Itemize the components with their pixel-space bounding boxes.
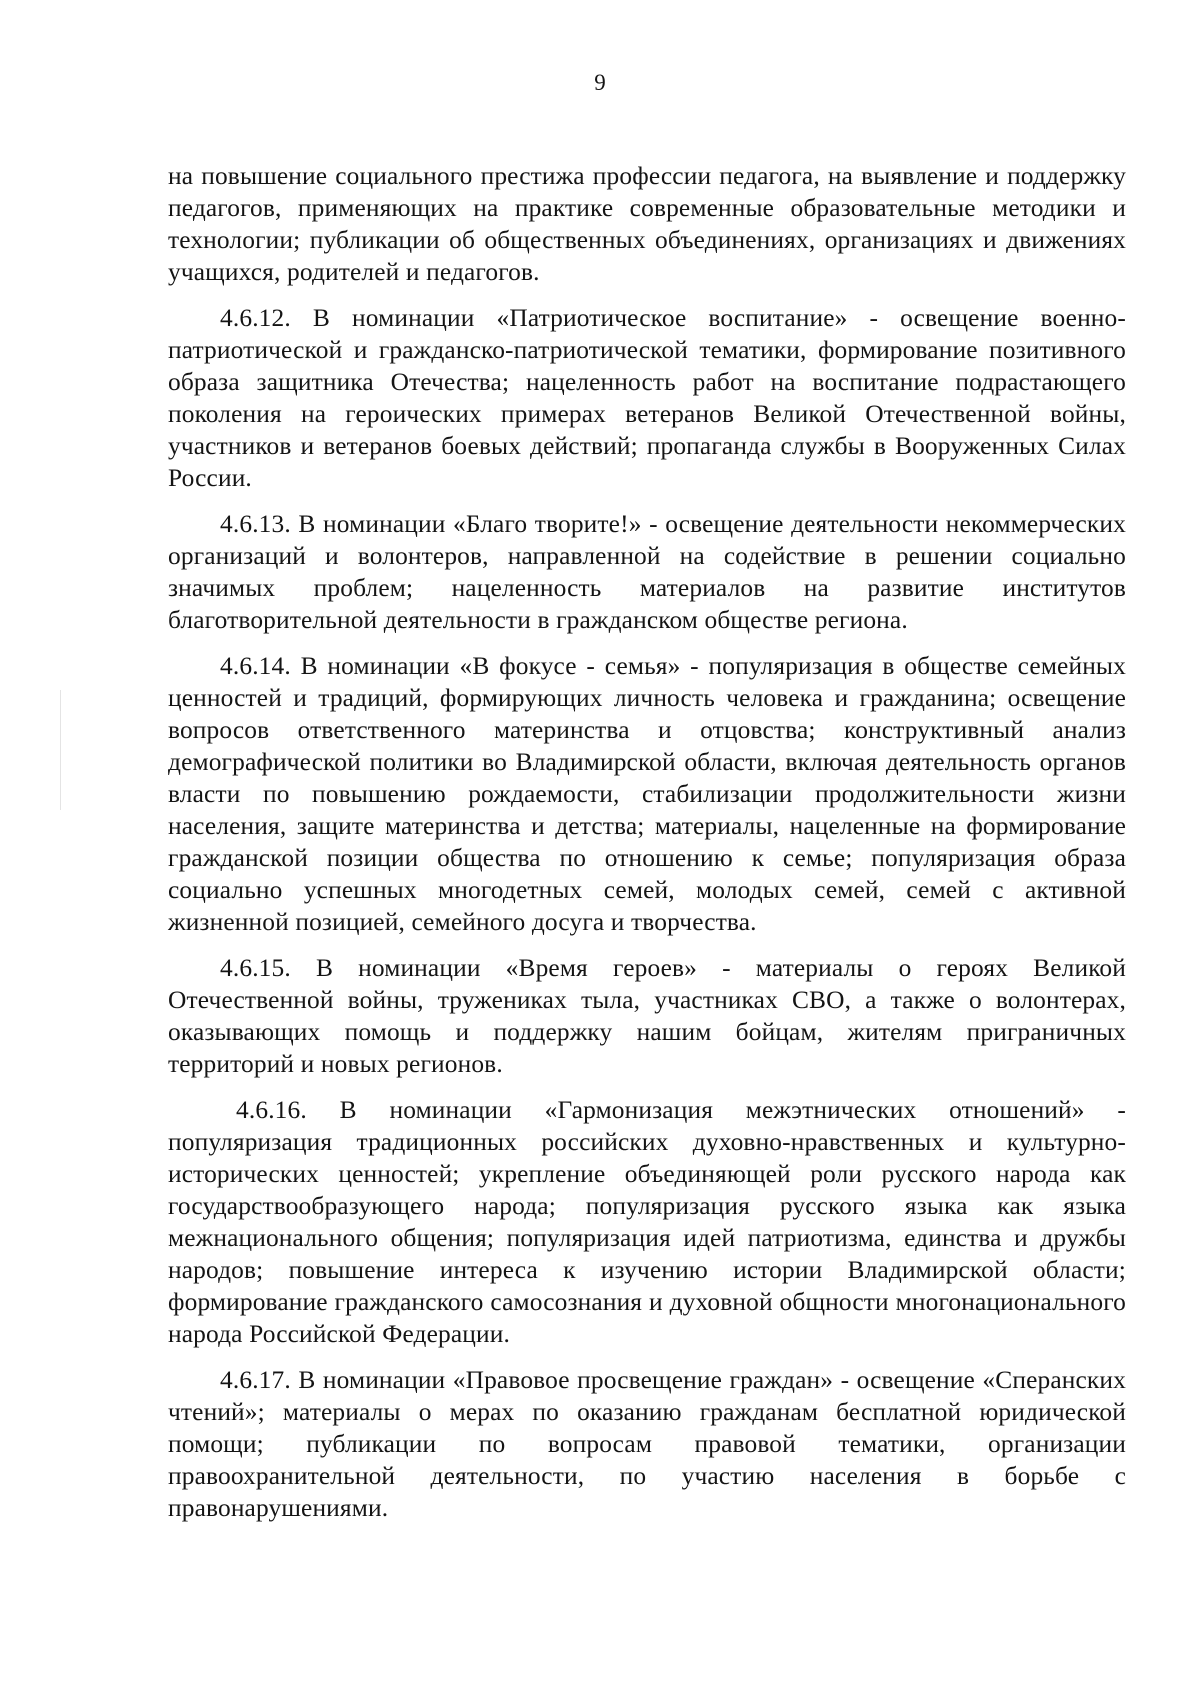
paragraph-4-6-12: 4.6.12. В номинации «Патриотическое воспитание» - освещение военно-патриотической и гражданско-патриотической тематики, формирование позитивного образа защитника Отечества; нацеленность работ на воспитание подрастающего поколения на героических примерах ветеранов Великой Отечественной войны, участников и ветеранов боевых действий; пропаганда службы в Вооруженных Силах России.: [168, 304, 1126, 492]
paragraph-4-6-14: 4.6.14. В номинации «В фокусе - семья» - популяризация в обществе семейных ценностей и традиций, формирующих личность человека и гражданина; освещение вопросов ответственного материнства и отцовства; конструктивный анализ демографической политики во Владимирской области, включая деятельность органов власти по повышению рождаемости, стабилизации продолжительности жизни населения, защите материнства и детства; материалы, нацеленные на формирование гражданской позиции общества по отношению к семье; популяризация образа социально успешных многодетных семей, молодых семей, семей с активной жизненной позицией, семейного досуга и творчества.: [168, 652, 1126, 936]
paragraph-4-6-13: 4.6.13. В номинации «Благо творите!» - освещение деятельности некоммерческих организаций и волонтеров, направленной на содействие в решении социально значимых проблем; нацеленность материалов на развитие институтов благотворительной деятельности в гражданском обществе региона.: [168, 510, 1126, 634]
scan-margin-mark: [60, 690, 61, 810]
page-number: 9: [594, 70, 606, 95]
paragraph-continuation: на повышение социального престижа профессии педагога, на выявление и поддержку педагогов, применяющих на практике современные образовательные методики и технологии; публикации об общественных объединениях, организациях и движениях учащихся, родителей и педагогов.: [168, 162, 1126, 286]
paragraph-4-6-16: 4.6.16. В номинации «Гармонизация межэтнических отношений» - популяризация традиционных российских духовно-нравственных и культурно-исторических ценностей; укрепление объединяющей роли русского народа как государствообразующего народа; популяризация русского языка как языка межнационального общения; популяризация идей патриотизма, единства и дружбы народов; повышение интереса к изучению истории Владимирской области; формирование гражданского самосознания и духовной общности многонационального народа Российской Федерации.: [168, 1096, 1126, 1348]
paragraph-4-6-15: 4.6.15. В номинации «Время героев» - материалы о героях Великой Отечественной войны, тружениках тыла, участниках СВО, а также о волонтерах, оказывающих помощь и поддержку нашим бойцам, жителям приграничных территорий и новых регионов.: [168, 954, 1126, 1078]
paragraph-4-6-17: 4.6.17. В номинации «Правовое просвещение граждан» - освещение «Сперанских чтений»; материалы о мерах по оказанию гражданам бесплатной юридической помощи; публикации по вопросам правовой тематики, организации правоохранительной деятельности, по участию населения в борьбе с правонарушениями.: [168, 1366, 1126, 1522]
document-body: [168, 160, 1126, 1538]
